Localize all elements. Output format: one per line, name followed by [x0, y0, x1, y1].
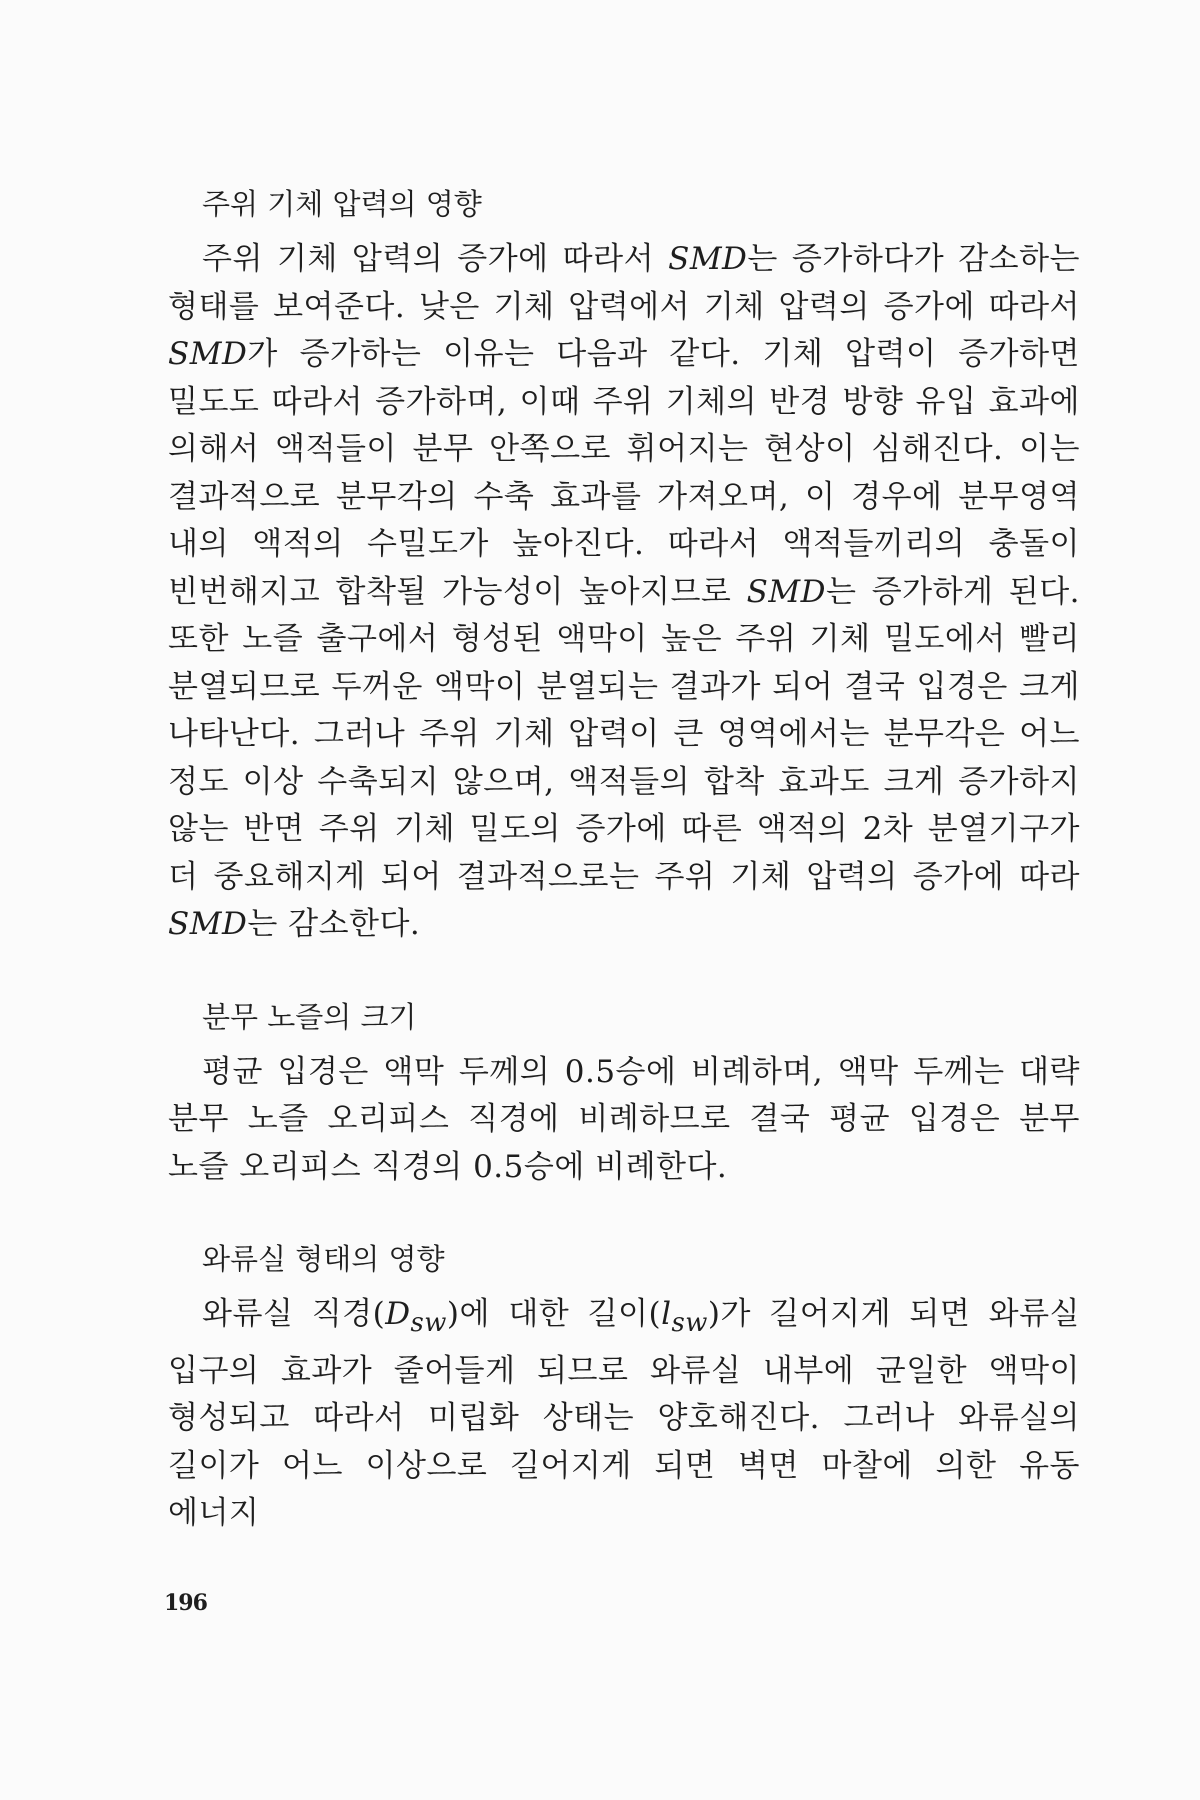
section-paragraph — [168, 1291, 1080, 1538]
section-heading: 와류실 형태의 영향 — [202, 1242, 445, 1276]
paragraph-text: )가 길어지게 되면 와류실 입구의 효과가 줄어들게 되므로 와류실 내부에 균일한 액막이 형성되고 따라서 미립화 상태는 양호해진다. 그러나 와류실의 길이가 어느 이상으로 길어지게 되면 벽면 마찰에 의한 유동 에너지 — [168, 1296, 1080, 1532]
section-nozzle-size — [168, 995, 1080, 1192]
paragraph-text: 는 증가하다가 감소하는 형태를 보여준다. 낮은 기체 압력에서 기체 압력의 증가에 따라서 — [168, 241, 1080, 325]
section-paragraph — [168, 236, 1080, 949]
paragraph-text: 는 증가하게 된다. 또한 노즐 출구에서 형성된 액막이 높은 주위 기체 밀도에서 빨리 분열되므로 두꺼운 액막이 분열되는 결과가 되어 결국 입경은 크게 나타난다. 그러나 주위 기체 압력이 큰 영역에서는 분무각은 어느 정도 이상 수축되지 않으며, 액적들의 합착 효과도 크게 증가하지 않는 반면 주위 기체 밀도의 증가에 따른 액적의 2차 분열기구가 더 중요해지게 되어 결과적으로는 주위 기체 압력의 증가에 따라 — [168, 573, 1081, 895]
section-heading: 분무 노즐의 크기 — [202, 999, 417, 1034]
italic-term: SMD — [168, 906, 248, 942]
paragraph-text: 평균 입경은 액막 두께의 0.5승에 비례하며, 액막 두께는 대략 분무 노즐 오리피스 직경에 비례하므로 결국 평균 입경은 분무 노즐 오리피스 직경의 0.5승에 비례한다. — [168, 1053, 1080, 1185]
italic-term: SMD — [168, 336, 248, 372]
section-heading: 주위 기체 압력의 영향 — [202, 187, 482, 221]
paragraph-text: 와류실 직경( — [202, 1296, 386, 1332]
section-ambient-pressure — [168, 182, 1080, 949]
paragraph-text: )에 대한 길이( — [446, 1296, 662, 1332]
page-number: 196 — [164, 1590, 207, 1616]
paragraph-text: 가 증가하는 이유는 다음과 같다. 기체 압력이 증가하면 밀도도 따라서 증가하며, 이때 주위 기체의 반경 방향 유입 효과에 의해서 액적들이 분무 안쪽으로 휘어지는 현상이 심해진다. 이는 결과적으로 분무각의 수축 효과를 가져오며, 이 경우에 분무영역 내의 액적의 수밀도가 높아진다. 따라서 액적들끼리의 충돌이 빈번해지고 합착될 가능성이 높아지므로 — [168, 336, 1080, 610]
italic-term: SMD — [668, 241, 748, 277]
section-swirl-chamber — [168, 1237, 1080, 1538]
italic-term: l — [661, 1296, 672, 1332]
paragraph-text: 는 감소한다. — [247, 906, 421, 942]
subscript-text: sw — [671, 1308, 708, 1339]
section-paragraph — [168, 1049, 1080, 1192]
paragraph-text: 주위 기체 압력의 증가에 따라서 — [202, 241, 669, 277]
subscript-text: sw — [410, 1308, 447, 1339]
page-body — [168, 182, 1080, 1538]
italic-term: SMD — [746, 573, 826, 610]
italic-term: D — [385, 1296, 411, 1332]
